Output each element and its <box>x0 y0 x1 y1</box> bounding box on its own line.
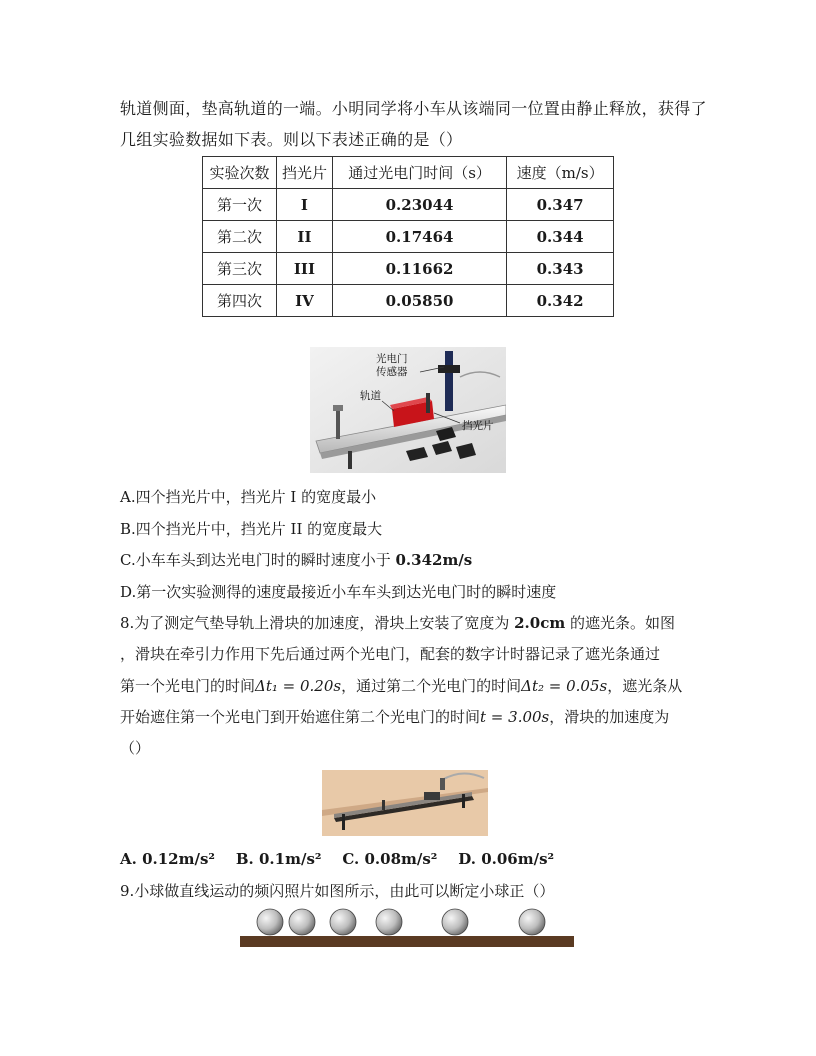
q9-question: 9.小球做直线运动的频闪照片如图所示，由此可以断定小球正（） <box>120 882 555 900</box>
strobe-balls-figure <box>240 903 574 949</box>
air-track-figure <box>322 770 488 836</box>
q8-text: 8.为了测定气垫导轨上滑块的加速度，滑块上安装了宽度为 <box>120 614 515 632</box>
q8-text: ，通过第二个光电门的时间 <box>341 677 522 695</box>
q7-option-c <box>120 549 472 570</box>
q8-line-4 <box>120 706 669 727</box>
q7-option-c-text: C.小车车头到达光电门时的瞬时速度小于 <box>120 551 396 569</box>
q8-text: ，滑块的加速度为 <box>549 708 670 726</box>
ball <box>257 909 283 935</box>
q7-option-a: A.四个挡光片中，挡光片 I 的宽度最小 <box>120 488 377 506</box>
intro-line-1: 轨道侧面，垫高轨道的一端。小明同学将小车从该端同一位置由静止释放，获得了 <box>120 99 707 118</box>
label-track: 轨道 <box>360 390 381 402</box>
q8-dt2: Δt₂ = 0.05s <box>521 677 608 695</box>
table-row <box>203 253 614 285</box>
q8-text: 开始遮住第一个光电门到开始遮住第二个光电门的时间 <box>120 708 481 726</box>
ball <box>519 909 545 935</box>
table-cell: 0.347 <box>507 189 614 221</box>
label-sensor: 传感器 <box>376 366 408 378</box>
q8-option-a: A. 0.12m/s² <box>120 850 215 868</box>
ball <box>442 909 468 935</box>
table-cell: III <box>277 253 333 285</box>
table-cell: IV <box>277 285 333 317</box>
ball <box>376 909 402 935</box>
q8-option-d: D. 0.06m/s² <box>458 850 555 868</box>
label-flag: 挡光片 <box>462 420 494 432</box>
q7-option-d: D.第一次实验测得的速度最接近小车车头到达光电门时的瞬时速度 <box>120 583 557 601</box>
table-cell: 0.342 <box>507 285 614 317</box>
table-row <box>203 221 614 253</box>
table-cell: 第四次 <box>203 285 277 317</box>
table-cell: 第一次 <box>203 189 277 221</box>
q8-text: 第一个光电门的时间 <box>120 677 256 695</box>
table-header: 速度（m/s） <box>507 157 614 189</box>
table-cell: 第三次 <box>203 253 277 285</box>
q8-width-value: 2.0cm <box>514 614 566 632</box>
q8-option-b: B. 0.1m/s² <box>235 850 322 868</box>
ball <box>330 909 356 935</box>
table-cell: II <box>277 221 333 253</box>
table-cell: I <box>277 189 333 221</box>
q8-line-5: （） <box>120 739 151 757</box>
ball <box>289 909 315 935</box>
table-header: 实验次数 <box>203 157 277 189</box>
q7-option-c-value: 0.342m/s <box>395 551 473 569</box>
q8-line-1 <box>120 612 675 633</box>
q8-line-3 <box>120 675 682 696</box>
table-cell: 0.17464 <box>332 221 506 253</box>
table-row <box>203 285 614 317</box>
table-header-row <box>203 157 614 189</box>
q8-dt1: Δt₁ = 0.20s <box>255 677 342 695</box>
table-header: 通过光电门时间（s） <box>332 157 506 189</box>
table-cell: 第二次 <box>203 221 277 253</box>
table-cell: 0.23044 <box>332 189 506 221</box>
table-header: 挡光片 <box>277 157 333 189</box>
table-cell: 0.344 <box>507 221 614 253</box>
table-row <box>203 189 614 221</box>
q7-option-b: B.四个挡光片中，挡光片 II 的宽度最大 <box>120 520 383 538</box>
q8-text: 的遮光条。如图 <box>565 614 675 632</box>
table-cell: 0.05850 <box>332 285 506 317</box>
label-photogate: 光电门 <box>376 353 408 365</box>
intro-line-2: 几组实验数据如下表。则以下表述正确的是（） <box>120 130 463 149</box>
q8-time: t = 3.00s <box>480 708 550 726</box>
data-table <box>202 156 614 317</box>
table-cell: 0.11662 <box>332 253 506 285</box>
q8-option-c: C. 0.08m/s² <box>342 850 438 868</box>
q8-options <box>120 850 554 868</box>
table-cell: 0.343 <box>507 253 614 285</box>
q8-line-2: ，滑块在牵引力作用下先后通过两个光电门，配套的数字计时器记录了遮光条通过 <box>120 645 661 663</box>
photogate-track-figure <box>310 347 506 473</box>
q8-text: ，遮光条从 <box>607 677 683 695</box>
